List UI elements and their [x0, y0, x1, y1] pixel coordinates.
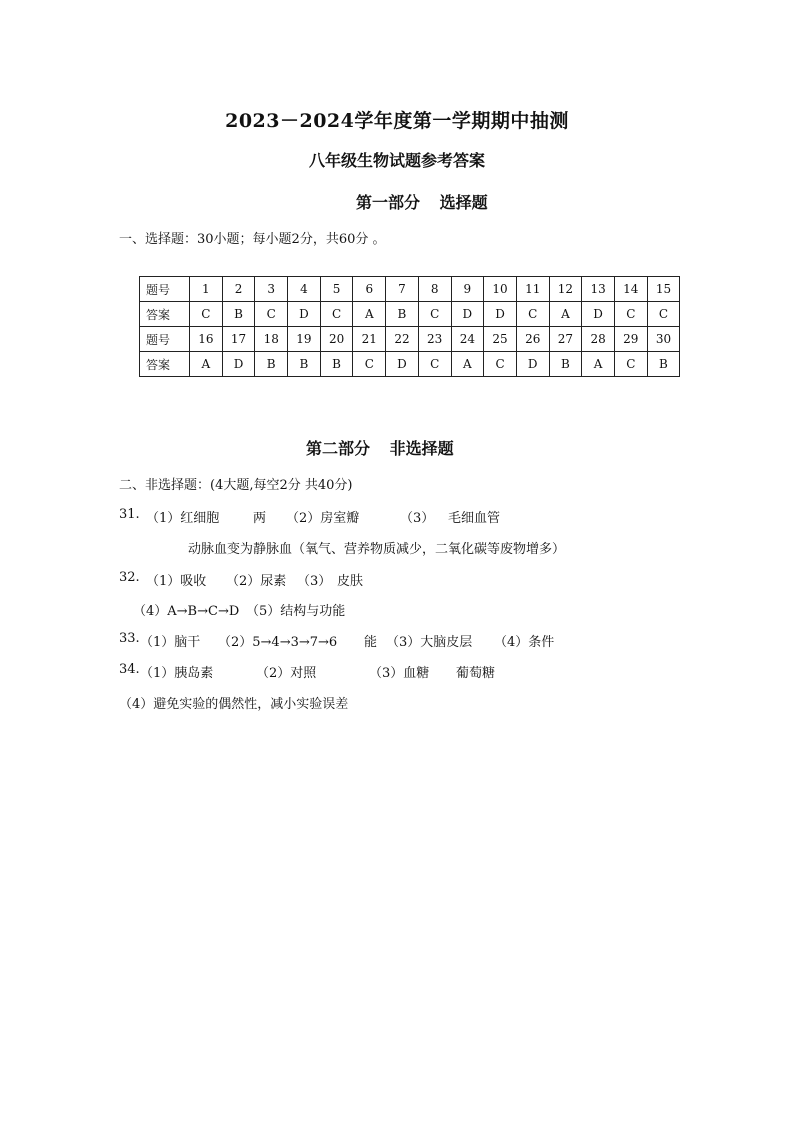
table-cell: 27 — [549, 327, 582, 352]
q34-answer-3b: 葡萄糖 — [456, 666, 496, 681]
table-cell: D — [288, 302, 321, 327]
section2-description: 二、非选择题：(4大题,每空2分 共40分) — [119, 478, 353, 493]
table-cell: 2 — [222, 277, 255, 302]
table-cell: 8 — [418, 277, 451, 302]
table-cell: B — [549, 352, 582, 377]
table-row — [140, 277, 680, 302]
table-cell: 23 — [418, 327, 451, 352]
table-cell: 22 — [386, 327, 419, 352]
q32-answer-4: （4）A→B→C→D — [133, 604, 240, 619]
table-cell: 1 — [190, 277, 223, 302]
q32-answer-1: （1）吸收 — [146, 574, 207, 589]
q34-number: 34. — [119, 662, 140, 677]
q32-number: 32. — [119, 570, 140, 585]
table-cell: B — [386, 302, 419, 327]
table-cell: D — [516, 352, 549, 377]
table-cell: 26 — [516, 327, 549, 352]
table-cell: 17 — [222, 327, 255, 352]
table-cell: D — [582, 302, 615, 327]
table-cell: B — [255, 352, 288, 377]
table-cell: 4 — [288, 277, 321, 302]
q32-answer-3b: 皮肤 — [337, 574, 364, 589]
q33-answer-2: （2）5→4→3→7→6 — [218, 635, 338, 650]
table-cell: C — [614, 352, 647, 377]
table-cell: D — [222, 352, 255, 377]
table-cell: B — [288, 352, 321, 377]
table-cell: 20 — [320, 327, 353, 352]
number-row-label: 题号 — [140, 327, 190, 352]
table-cell: 18 — [255, 327, 288, 352]
q31-answer-3b: 毛细血管 — [448, 511, 501, 526]
table-cell: 28 — [582, 327, 615, 352]
q31-answer-3: （3） — [400, 511, 435, 526]
table-cell: 14 — [614, 277, 647, 302]
table-cell: 7 — [386, 277, 419, 302]
table-cell: 12 — [549, 277, 582, 302]
q33-answer-2b: 能 — [364, 635, 378, 650]
table-cell: D — [386, 352, 419, 377]
table-cell: B — [647, 352, 680, 377]
page-title: 2023－2024学年度第一学期期中抽测 — [225, 110, 569, 132]
q32-answer-5: （5）结构与功能 — [246, 604, 346, 619]
q31-answer-1b: 两 — [253, 511, 267, 526]
table-cell: C — [418, 352, 451, 377]
q33-number: 33. — [119, 631, 140, 646]
table-cell: A — [451, 352, 484, 377]
table-cell: B — [222, 302, 255, 327]
table-cell: A — [549, 302, 582, 327]
q33-answer-1: （1）脑干 — [140, 635, 201, 650]
answer-table — [139, 276, 680, 377]
q34-answer-3: （3）血糖 — [369, 666, 430, 681]
q31-answer-1: （1）红细胞 — [146, 511, 220, 526]
table-cell: 21 — [353, 327, 386, 352]
table-cell: 24 — [451, 327, 484, 352]
table-cell: 9 — [451, 277, 484, 302]
table-row — [140, 352, 680, 377]
table-cell: 10 — [484, 277, 517, 302]
page-subtitle: 八年级生物试题参考答案 — [308, 151, 485, 170]
q34-answer-4: （4）避免实验的偶然性，减小实验误差 — [119, 697, 349, 712]
table-cell: C — [190, 302, 223, 327]
q33-answer-4: （4）条件 — [494, 635, 555, 650]
table-cell: 3 — [255, 277, 288, 302]
number-row-label: 题号 — [140, 277, 190, 302]
q32-answer-3: （3） — [297, 574, 332, 589]
table-cell: 15 — [647, 277, 680, 302]
table-row — [140, 327, 680, 352]
table-cell: D — [484, 302, 517, 327]
table-cell: 19 — [288, 327, 321, 352]
part1-title: 第一部分 选择题 — [356, 193, 488, 212]
answer-row-label: 答案 — [140, 302, 190, 327]
table-cell: A — [582, 352, 615, 377]
q31-number: 31. — [119, 507, 140, 522]
table-cell: D — [451, 302, 484, 327]
table-cell: C — [647, 302, 680, 327]
table-cell: C — [484, 352, 517, 377]
part2-title: 第二部分 非选择题 — [306, 439, 454, 458]
table-cell: 6 — [353, 277, 386, 302]
table-cell: C — [320, 302, 353, 327]
table-cell: 29 — [614, 327, 647, 352]
q34-answer-2: （2）对照 — [256, 666, 317, 681]
table-cell: 30 — [647, 327, 680, 352]
table-cell: C — [255, 302, 288, 327]
table-cell: 13 — [582, 277, 615, 302]
table-cell: 5 — [320, 277, 353, 302]
table-cell: C — [614, 302, 647, 327]
table-cell: A — [190, 352, 223, 377]
table-cell: 25 — [484, 327, 517, 352]
q31-answer-4: 动脉血变为静脉血（氧气、营养物质减少，二氧化碳等废物增多） — [188, 542, 566, 557]
table-cell: A — [353, 302, 386, 327]
q34-answer-1: （1）胰岛素 — [140, 666, 214, 681]
table-cell: C — [516, 302, 549, 327]
table-cell: C — [418, 302, 451, 327]
q33-answer-3: （3）大脑皮层 — [386, 635, 473, 650]
table-cell: 11 — [516, 277, 549, 302]
table-cell: 16 — [190, 327, 223, 352]
table-cell: B — [320, 352, 353, 377]
table-cell: C — [353, 352, 386, 377]
q32-answer-2: （2）尿素 — [226, 574, 287, 589]
table-row — [140, 302, 680, 327]
q31-answer-2: （2）房室瓣 — [286, 511, 360, 526]
section1-description: 一、选择题：30小题；每小题2分，共60分 。 — [119, 232, 386, 247]
answer-row-label: 答案 — [140, 352, 190, 377]
